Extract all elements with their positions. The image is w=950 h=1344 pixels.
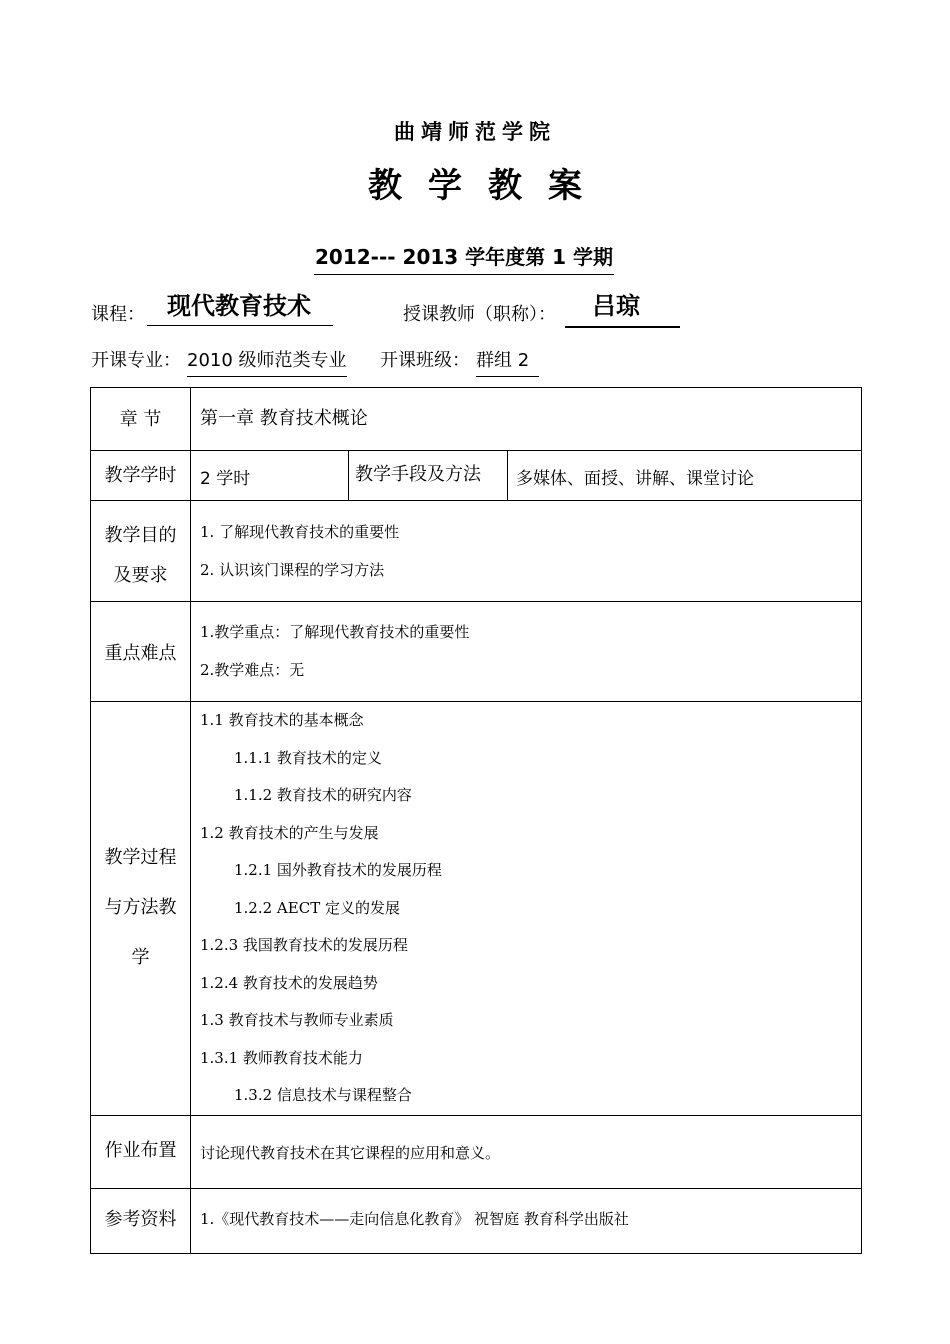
process-item: 1.2.3 我国教育技术的发展历程 — [200, 936, 408, 954]
hours-value: 2 学时 — [191, 451, 349, 501]
academic-term: 2012--- 2013 学年度第 1 学期 — [314, 241, 614, 275]
goals-row — [91, 501, 862, 602]
goal-item: 1. 了解现代教育技术的重要性 — [200, 523, 400, 541]
course-label: 课程： — [91, 304, 145, 325]
keypoint-item: 1.教学重点：了解现代教育技术的重要性 — [200, 623, 470, 641]
class-label: 开课班级： — [380, 350, 470, 371]
process-item: 1.2 教育技术的产生与发展 — [200, 823, 379, 842]
homework-row — [91, 1115, 862, 1188]
school-name: 曲靖师范学院 — [394, 120, 556, 144]
goals-label-line-2: 及要求 — [113, 565, 168, 586]
teacher-label: 授课教师（职称）： — [403, 304, 556, 325]
keypoint-item: 2.教学难点：无 — [200, 660, 305, 679]
goals-label — [91, 501, 191, 602]
keypoints-content — [191, 602, 862, 702]
process-label — [91, 702, 191, 1116]
major-label: 开课专业： — [91, 350, 181, 371]
process-content — [191, 702, 862, 1116]
class-value: 群组 2 — [476, 346, 539, 377]
process-item: 1.3 教育技术与教师专业素质 — [200, 1011, 394, 1029]
chapter-label: 章 节 — [91, 388, 191, 451]
keypoints-label: 重点难点 — [91, 602, 191, 702]
process-item: 1.1.2 教育技术的研究内容 — [234, 786, 412, 804]
goals-label-line-1: 教学目的 — [104, 525, 177, 546]
process-item: 1.1 教育技术的基本概念 — [200, 711, 364, 729]
goal-item: 2. 认识该门课程的学习方法 — [200, 560, 385, 579]
process-label-line-1: 教学过程 — [104, 847, 177, 869]
process-item: 1.3.1 教师教育技术能力 — [200, 1048, 363, 1067]
lesson-plan-table — [90, 387, 862, 1254]
references-row — [91, 1188, 862, 1253]
references-label: 参考资料 — [91, 1188, 191, 1253]
process-label-line-2: 与方法教 — [104, 897, 177, 919]
homework-value: 讨论现代教育技术在其它课程的应用和意义。 — [191, 1115, 862, 1188]
process-label-line-3: 学 — [131, 947, 150, 969]
homework-label: 作业布置 — [91, 1115, 191, 1188]
chapter-value: 第一章 教育技术概论 — [191, 388, 862, 451]
process-item: 1.3.2 信息技术与课程整合 — [234, 1086, 412, 1104]
hours-label: 教学学时 — [91, 451, 191, 501]
teacher-value: 吕琼 — [565, 286, 680, 328]
process-row — [91, 702, 862, 1116]
document-title: 教学教案 — [368, 166, 608, 206]
keypoints-row — [91, 602, 862, 702]
major-value: 2010 级师范类专业 — [187, 346, 347, 377]
goals-content — [191, 501, 862, 602]
process-item: 1.2.2 AECT 定义的发展 — [234, 898, 400, 917]
course-value: 现代教育技术 — [147, 286, 333, 326]
process-item: 1.2.4 教育技术的发展趋势 — [200, 973, 378, 992]
method-label: 教学手段及方法 — [349, 451, 508, 501]
references-value: 1.《现代教育技术——走向信息化教育》 祝智庭 教育科学出版社 — [191, 1188, 862, 1253]
chapter-row — [91, 388, 862, 451]
process-item: 1.2.1 国外教育技术的发展历程 — [234, 861, 442, 879]
method-value: 多媒体、面授、讲解、课堂讨论 — [508, 451, 862, 501]
hours-row — [91, 451, 862, 501]
process-item: 1.1.1 教育技术的定义 — [234, 748, 382, 767]
